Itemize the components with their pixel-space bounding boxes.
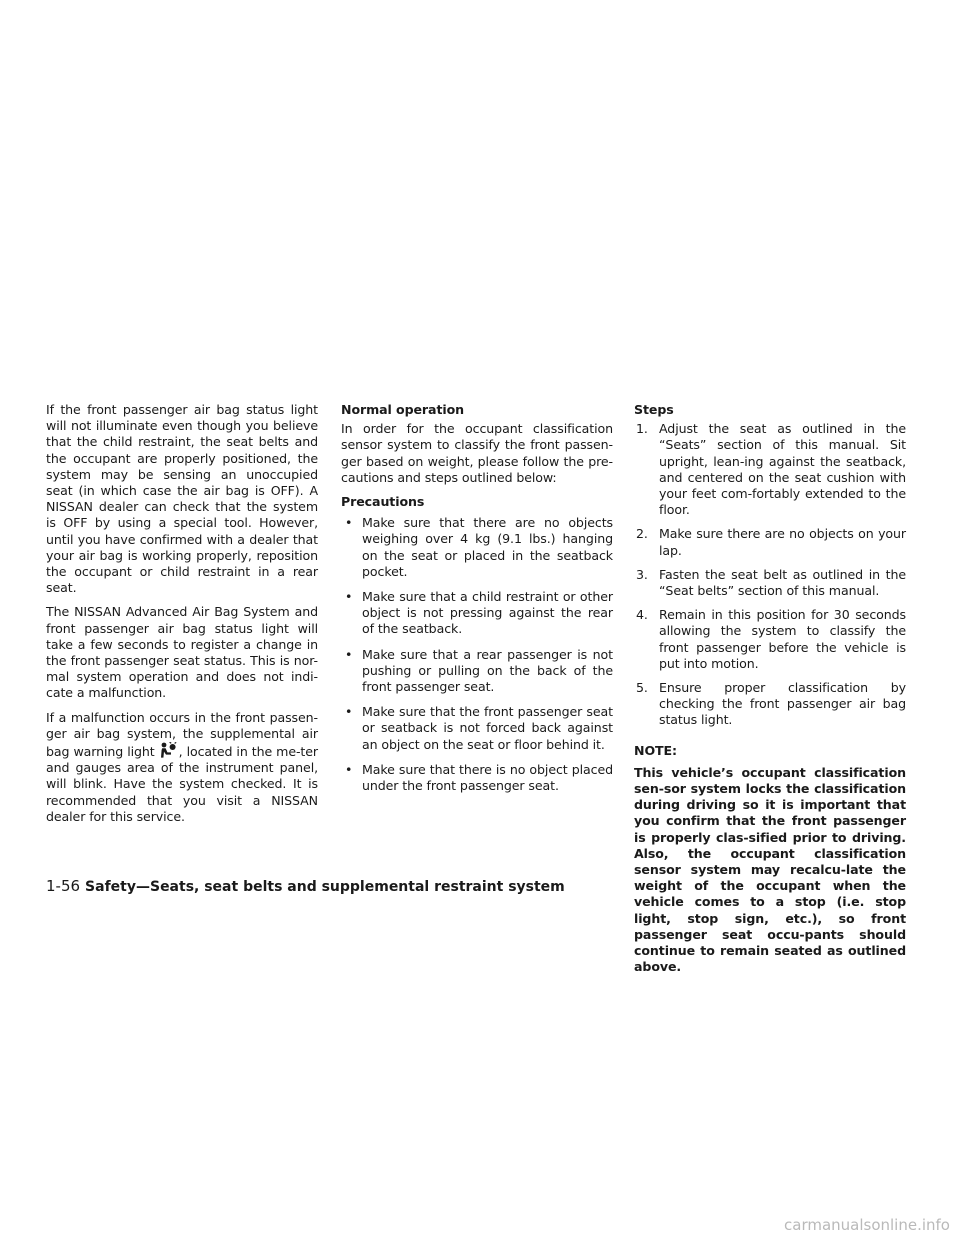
step-number: 3. (636, 566, 648, 582)
precautions-list (341, 515, 613, 794)
heading-steps: Steps (634, 402, 674, 417)
subheading-precautions: Precautions (341, 494, 425, 510)
paragraph-intro: In order for the occupant classification sensor system to classify the front passen-ger based on weight, please follow the pre-cautions and steps outlined below: (341, 421, 613, 485)
paragraph-malfunction (46, 710, 318, 825)
section-title: Safety—Seats, seat belts and supplemental restraint system (85, 879, 565, 895)
malfunction-text-a: If a malfunction occurs in the front passen-ger air bag system, the supplemental air bag warning light (46, 709, 318, 760)
list-item (634, 607, 906, 672)
list-item: • Make sure that there is no object placed under the front passenger seat. (341, 762, 613, 794)
list-item (634, 567, 906, 599)
column-right (634, 402, 906, 984)
list-item: • Make sure that the front passenger seat or seatback is not forced back against an object on the seat or floor behind it. (341, 704, 613, 753)
list-item (634, 680, 906, 729)
heading-normal-operation: Normal operation (341, 402, 464, 417)
page-number: 1-56 (46, 877, 81, 895)
step-number: 5. (636, 680, 648, 696)
airbag-warning-icon (159, 742, 177, 758)
list-item: • Make sure that a child restraint or other object is not pressing against the rear of the seatback. (341, 589, 613, 638)
malfunction-text-b: , located in the me-ter and gauges area of the instrument panel, will blink. Have the system checked. It is recommended that you visit a NISSAN dealer for this service. (46, 744, 318, 824)
step-number: 1. (636, 421, 648, 437)
list-item: • Make sure that there are no objects weighing over 4 kg (9.1 lbs.) hanging on the seat or placed in the seatback pocket. (341, 515, 613, 580)
step-number: 4. (636, 607, 648, 623)
step-text: Adjust the seat as outlined in the “Seats” section of this manual. Sit upright, lean-ing against the seatback, and centered on the seat cushion with your feet com-fortably extended to the floor. (659, 421, 906, 518)
step-number: 2. (636, 526, 648, 542)
step-text: Fasten the seat belt as outlined in the “Seat belts” section of this manual. (659, 566, 906, 599)
column-middle (341, 402, 613, 803)
paragraph-register-change: The NISSAN Advanced Air Bag System and front passenger air bag status light will take a few seconds to register a change in the front passenger seat status. This is nor-mal system operation and does not indi-cate a malfunction. (46, 604, 318, 701)
step-text: Remain in this position for 30 seconds allowing the system to classify the front passenger before the vehicle is put into motion. (659, 607, 906, 671)
list-item (634, 526, 906, 558)
steps-list (634, 421, 906, 728)
page-footer (46, 876, 565, 895)
note-heading: NOTE: (634, 742, 677, 758)
column-left (46, 402, 318, 833)
list-item: • Make sure that a rear passenger is not pushing or pulling on the back of the front passenger seat. (341, 647, 613, 696)
step-text: Make sure there are no objects on your lap. (659, 526, 906, 558)
watermark: carmanualsonline.info (784, 1216, 950, 1234)
step-text: Ensure proper classification by checking the front passenger air bag status light. (659, 680, 906, 728)
list-item (634, 421, 906, 518)
note-body: This vehicle’s occupant classification sen-sor system locks the classification during driving so it is important that you confirm that the front passenger is properly clas-sified prior to driving. Also, the occupant classification sensor system may recalcu-late the weight of the occupant when the vehicle comes to a stop (i.e. stop light, stop sign, etc.), so front passenger seat occu-pants should continue to remain seated as outlined above. (634, 764, 906, 975)
paragraph-status-light: If the front passenger air bag status light will not illuminate even though you believe that the child restraint, the seat belts and the occupant are properly positioned, the system may be sensing an unoccupied seat (in which case the air bag is OFF). A NISSAN dealer can check that the system is OFF by using a special tool. However, until you have confirmed with a dealer that your air bag is working properly, reposition the occupant or child restraint in a rear seat. (46, 402, 318, 596)
